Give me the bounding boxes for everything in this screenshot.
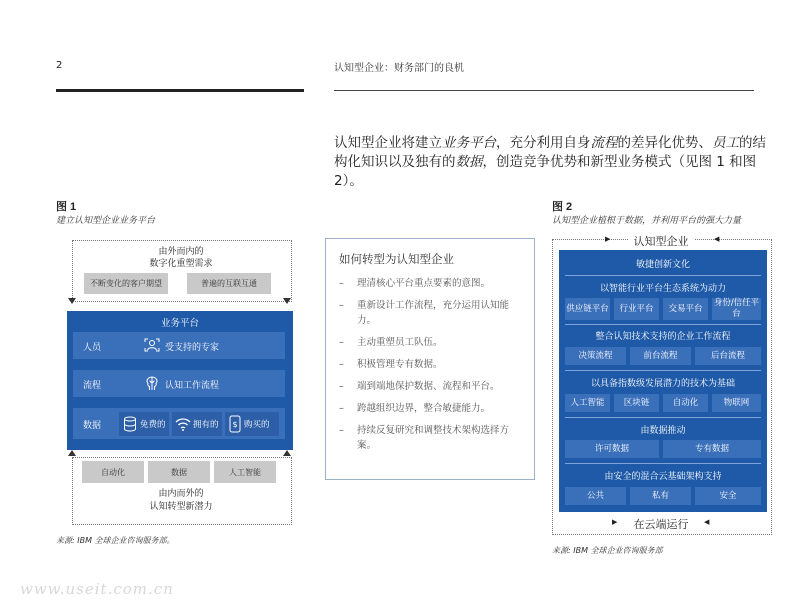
data-item-purchased (225, 412, 279, 436)
row-process-label: 流程 (83, 381, 102, 391)
bottom-box-data: 数据 (148, 461, 210, 483)
workflow-cell: 后台流程 (695, 347, 761, 365)
tech-cell: 人工智能 (565, 394, 610, 412)
figure1-source: 来源: IBM 全球企业咨询服务部。 (56, 536, 175, 545)
list-item: – 重新设计工作流程，充分运用认知能力。 (339, 300, 510, 326)
tech-cell: 区块链 (614, 394, 659, 412)
up-arrow-icon (283, 450, 291, 456)
figure2-caption: 认知型企业植根于数据，并利用平台的强大力量 (552, 216, 742, 226)
separator (565, 275, 761, 276)
running-title: 认知型企业：财务部门的良机 (334, 63, 464, 74)
phone-dollar-icon (229, 415, 241, 436)
database-icon (123, 416, 137, 435)
data-cell: 专有数据 (663, 440, 761, 458)
row-process (73, 370, 285, 397)
figure1-top-title: 由外而内的 数字化重塑需求 (149, 247, 213, 269)
list-item: – 主动重塑员工队伍。 (339, 337, 443, 348)
bottom-box-automation: 自动化 (82, 461, 144, 483)
list-item: – 积极管理专有数据。 (339, 359, 443, 370)
row-people-content: 受支持的专家 (165, 343, 220, 353)
data-cell: 许可数据 (565, 440, 659, 458)
down-arrow-icon (68, 298, 76, 304)
left-arrow-icon: ◀ (714, 235, 720, 243)
workflow-cell: 前台流程 (630, 347, 691, 365)
ecosystem-cell: 供应链平台 (565, 298, 610, 320)
ecosystem-cell: 交易平台 (663, 298, 708, 320)
up-arrow-icon (68, 450, 76, 456)
culture-band: 敏捷创新文化 (559, 253, 767, 273)
data-item-owned (172, 412, 222, 436)
data-item-purchased-label: 购买的 (244, 420, 270, 430)
figure1-bottom-title: 由内而外的 认知转型新潜力 (149, 489, 213, 512)
right-arrow-icon: ▶ (612, 518, 618, 526)
wifi-icon (175, 417, 191, 434)
separator (565, 463, 761, 464)
cloud-cell: 私有 (630, 487, 691, 505)
expert-icon (143, 337, 161, 356)
page-number: 2 (56, 60, 63, 71)
data-item-owned-label: 拥有的 (193, 420, 219, 430)
separator (565, 324, 761, 325)
row-people-label: 人员 (83, 343, 102, 353)
right-rule (334, 90, 754, 91)
figure2-bottom-title-row: 在云端运行 (552, 516, 770, 532)
brain-icon (143, 375, 161, 395)
list-item: – 持续反复研究和调整技术架构选择方案。 (339, 425, 510, 451)
data-item-free-label: 免费的 (140, 420, 166, 430)
down-arrow-icon (283, 298, 291, 304)
svg-text:$: $ (232, 420, 238, 429)
right-arrow-icon: ▶ (605, 235, 611, 243)
workflow-cell: 决策流程 (565, 347, 626, 365)
sidebar-title: 如何转型为认知型企业 (339, 252, 454, 266)
platform-title: 业务平台 (160, 318, 199, 329)
data-item-free (119, 412, 169, 436)
lead-paragraph: 认知型企业将建立业务平台，充分利用自身流程的差异化优势、员工的结构化知识以及独有的数据，创造竞争优势和新型业务模式（见图 1 和图 2）。 (334, 135, 766, 189)
cloud-cell: 公共 (565, 487, 626, 505)
ecosystem-title: 以智能行业平台生态系统为动力 (559, 278, 767, 296)
list-item: – 端到端地保护数据、流程和平台。 (339, 381, 500, 392)
figure1-caption: 建立认知型企业业务平台 (56, 216, 156, 226)
watermark: www.useit.com.cn (20, 580, 174, 598)
figure2-label: 图 2 (552, 201, 573, 213)
row-data-label: 数据 (83, 421, 102, 431)
tech-title: 以具备指数级发展潜力的技术为基础 (559, 373, 767, 391)
top-box-customer-expectations: 不断变化的客户期望 (84, 273, 168, 294)
cloud-title: 由安全的混合云基础架构支持 (559, 466, 767, 484)
data-title: 由数据推动 (559, 420, 767, 438)
list-item: – 理清核心平台重点要素的意图。 (339, 278, 491, 289)
bottom-box-ai: 人工智能 (214, 461, 276, 483)
left-arrow-icon: ◀ (704, 518, 710, 526)
top-box-connectivity: 普遍的互联互通 (187, 273, 271, 294)
ecosystem-cell: 行业平台 (614, 298, 659, 320)
figure2-source: 来源: IBM 全球企业咨询服务部 (552, 546, 663, 555)
figure1-label: 图 1 (56, 201, 77, 213)
list-item: – 跨越组织边界，整合敏捷能力。 (339, 403, 491, 414)
left-rule (56, 89, 304, 92)
ecosystem-cell: 身份/信任平台 (713, 298, 760, 319)
tech-cell: 物联网 (712, 394, 761, 412)
separator (565, 370, 761, 371)
workflow-title: 整合认知技术支持的企业工作流程 (559, 326, 767, 344)
cloud-cell: 安全 (695, 487, 761, 505)
sidebar-list (339, 276, 525, 460)
figure2-top-title-row: 认知型企业 (552, 233, 770, 249)
row-people (73, 332, 285, 359)
separator (565, 417, 761, 418)
row-process-content: 认知工作流程 (165, 381, 220, 391)
tech-cell: 自动化 (663, 394, 708, 412)
